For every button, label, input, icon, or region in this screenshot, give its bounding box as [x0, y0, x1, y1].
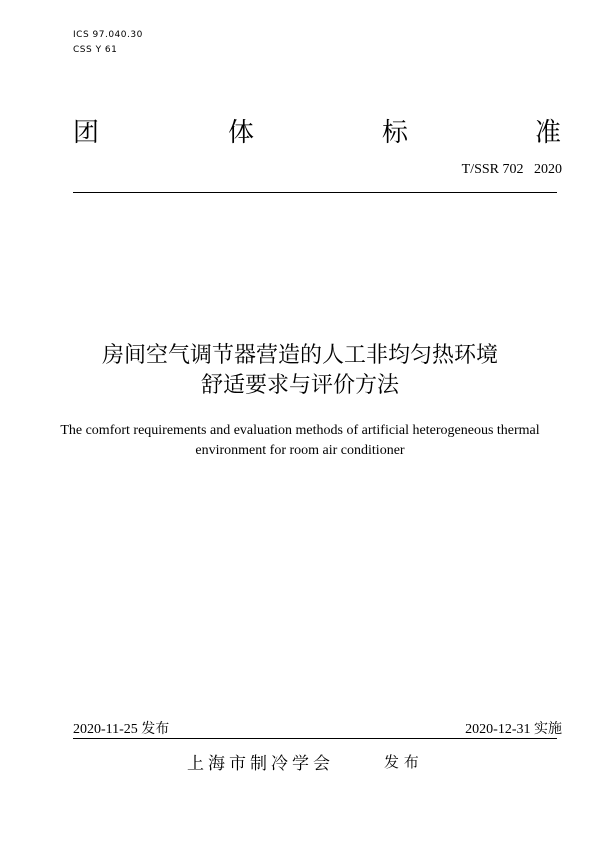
title-cn-line1: 房间空气调节器营造的人工非均匀热环境: [101, 343, 498, 368]
title-en-line2: environment for room air conditioner: [195, 443, 405, 458]
ics-code: ICS 97.040.30: [73, 30, 143, 40]
standard-type-char: 准: [535, 118, 562, 148]
title-cn-line2: 舒适要求与评价方法: [200, 373, 399, 398]
bottom-divider: [73, 738, 557, 739]
standard-type-char: 体: [228, 118, 255, 148]
standard-type-char: 标: [382, 118, 409, 148]
standard-type-char: 团: [73, 118, 100, 148]
ccs-code: CSS Y 61: [73, 45, 118, 55]
standard-number: T/SSR 702 2020: [461, 162, 562, 177]
title-en-line1: The comfort requirements and evaluation methods of artificial heterogeneous thermal: [60, 423, 540, 438]
effective-date: 2020-12-31 实施: [465, 722, 562, 737]
publish-label: 发 布: [384, 753, 419, 771]
publish-date: 2020-11-25 发布: [73, 722, 170, 737]
publisher: 上海市制冷学会: [187, 754, 334, 774]
top-divider: [73, 192, 557, 193]
